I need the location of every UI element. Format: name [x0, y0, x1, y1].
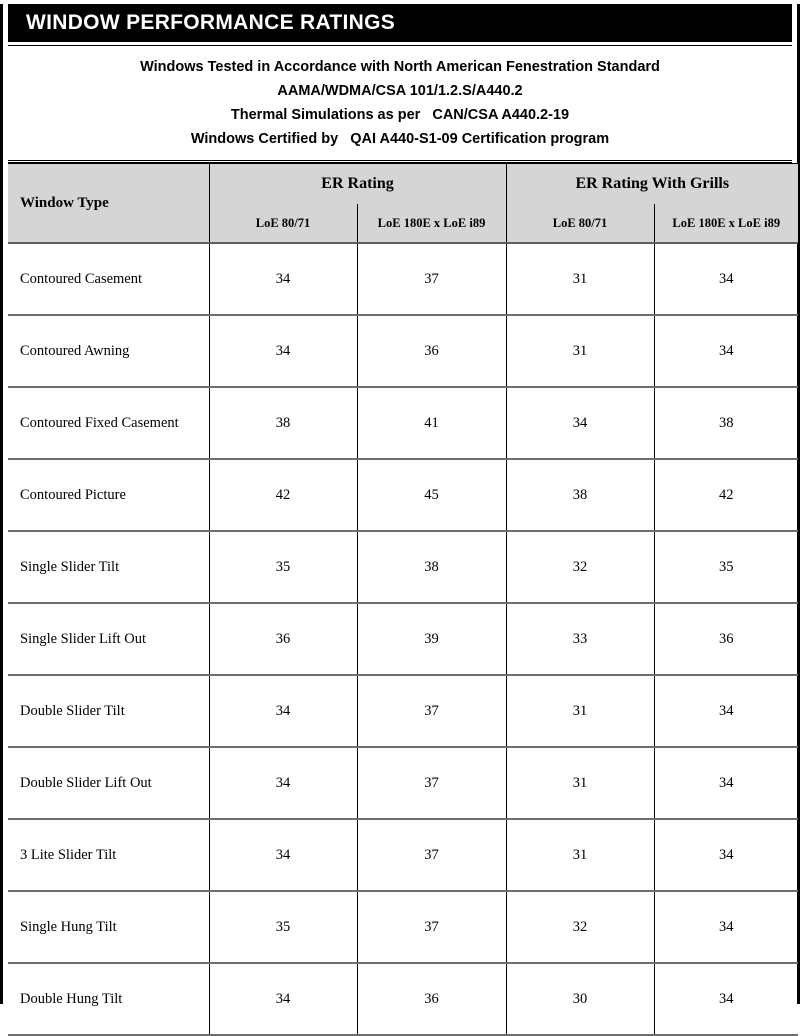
- cell-grills-loe-80-71: 32: [506, 531, 654, 603]
- header-group-row: [8, 164, 798, 205]
- page-title: WINDOW PERFORMANCE RATINGS: [26, 11, 396, 34]
- row-label: Single Hung Tilt: [8, 891, 209, 963]
- row-label: Contoured Casement: [8, 243, 209, 315]
- column-header-er-loe-180e-x-loe-i89: LoE 180E x LoE i89: [357, 204, 506, 243]
- standards-line-1: Windows Tested in Accordance with North American Fenestration Standard: [140, 59, 660, 75]
- row-label: 3 Lite Slider Tilt: [8, 819, 209, 891]
- cell-er-loe-180e-i89: 36: [357, 315, 506, 387]
- cell-grills-loe-180e-i89: 34: [654, 243, 798, 315]
- cell-er-loe-80-71: 34: [209, 675, 357, 747]
- cell-er-loe-180e-i89: 39: [357, 603, 506, 675]
- row-label: Single Slider Lift Out: [8, 603, 209, 675]
- row-label: Contoured Awning: [8, 315, 209, 387]
- cell-er-loe-180e-i89: 37: [357, 675, 506, 747]
- table-row: [8, 531, 798, 603]
- cell-grills-loe-180e-i89: 34: [654, 315, 798, 387]
- cell-er-loe-80-71: 34: [209, 243, 357, 315]
- cell-er-loe-180e-i89: 36: [357, 963, 506, 1035]
- cell-er-loe-80-71: 35: [209, 531, 357, 603]
- table-head: [8, 164, 798, 244]
- cell-grills-loe-180e-i89: 34: [654, 891, 798, 963]
- cell-grills-loe-80-71: 31: [506, 747, 654, 819]
- row-label: Double Hung Tilt: [8, 963, 209, 1035]
- cell-er-loe-180e-i89: 45: [357, 459, 506, 531]
- window-performance-ratings-table: [8, 163, 798, 1036]
- row-label: Double Slider Tilt: [8, 675, 209, 747]
- table-row: [8, 387, 798, 459]
- table-row: [8, 315, 798, 387]
- cell-grills-loe-180e-i89: 34: [654, 675, 798, 747]
- standards-line-2: AAMA/WDMA/CSA 101/1.2.S/A440.2: [277, 83, 523, 99]
- standards-line-3: Thermal Simulations as per CAN/CSA A440.2-19: [230, 107, 570, 123]
- cell-er-loe-80-71: 38: [209, 387, 357, 459]
- cell-grills-loe-180e-i89: 36: [654, 603, 798, 675]
- cell-grills-loe-180e-i89: 34: [654, 963, 798, 1035]
- cell-grills-loe-80-71: 33: [506, 603, 654, 675]
- cell-grills-loe-180e-i89: 35: [654, 531, 798, 603]
- cell-grills-loe-180e-i89: 34: [654, 747, 798, 819]
- standards-line-4: Windows Certified by QAI A440-S1-09 Certification program: [190, 131, 610, 147]
- cell-grills-loe-80-71: 31: [506, 243, 654, 315]
- row-label: Contoured Picture: [8, 459, 209, 531]
- cell-grills-loe-80-71: 32: [506, 891, 654, 963]
- cell-er-loe-80-71: 34: [209, 819, 357, 891]
- cell-er-loe-80-71: 36: [209, 603, 357, 675]
- column-header-grills-loe-80-71: LoE 80/71: [506, 204, 654, 243]
- document-title-bar: [8, 4, 792, 42]
- cell-er-loe-80-71: 34: [209, 315, 357, 387]
- cell-er-loe-180e-i89: 37: [357, 243, 506, 315]
- table-row: [8, 747, 798, 819]
- cell-grills-loe-180e-i89: 38: [654, 387, 798, 459]
- row-label: Contoured Fixed Casement: [8, 387, 209, 459]
- cell-grills-loe-80-71: 30: [506, 963, 654, 1035]
- cell-grills-loe-80-71: 34: [506, 387, 654, 459]
- cell-grills-loe-180e-i89: 34: [654, 819, 798, 891]
- column-header-window-type: Window Type: [8, 164, 209, 244]
- cell-grills-loe-80-71: 31: [506, 819, 654, 891]
- table-row: [8, 603, 798, 675]
- cell-er-loe-180e-i89: 37: [357, 891, 506, 963]
- table-row: [8, 819, 798, 891]
- cell-er-loe-180e-i89: 37: [357, 747, 506, 819]
- table-row: [8, 243, 798, 315]
- row-label: Double Slider Lift Out: [8, 747, 209, 819]
- cell-grills-loe-80-71: 38: [506, 459, 654, 531]
- table-row: [8, 891, 798, 963]
- table-row: [8, 675, 798, 747]
- cell-er-loe-180e-i89: 37: [357, 819, 506, 891]
- cell-er-loe-80-71: 35: [209, 891, 357, 963]
- table-body: [8, 243, 798, 1035]
- cell-grills-loe-80-71: 31: [506, 675, 654, 747]
- column-header-grills-loe-180e-x-loe-i89: LoE 180E x LoE i89: [654, 204, 798, 243]
- cell-er-loe-180e-i89: 38: [357, 531, 506, 603]
- standards-block: [8, 45, 792, 163]
- cell-er-loe-80-71: 34: [209, 963, 357, 1035]
- row-label: Single Slider Tilt: [8, 531, 209, 603]
- column-group-er-rating: ER Rating: [209, 164, 506, 205]
- column-header-er-loe-80-71: LoE 80/71: [209, 204, 357, 243]
- table-row: [8, 963, 798, 1035]
- cell-grills-loe-180e-i89: 42: [654, 459, 798, 531]
- cell-grills-loe-80-71: 31: [506, 315, 654, 387]
- column-group-er-rating-with-grills: ER Rating With Grills: [506, 164, 798, 205]
- cell-er-loe-80-71: 34: [209, 747, 357, 819]
- table-row: [8, 459, 798, 531]
- cell-er-loe-180e-i89: 41: [357, 387, 506, 459]
- cell-er-loe-80-71: 42: [209, 459, 357, 531]
- document-sheet: [0, 4, 800, 1007]
